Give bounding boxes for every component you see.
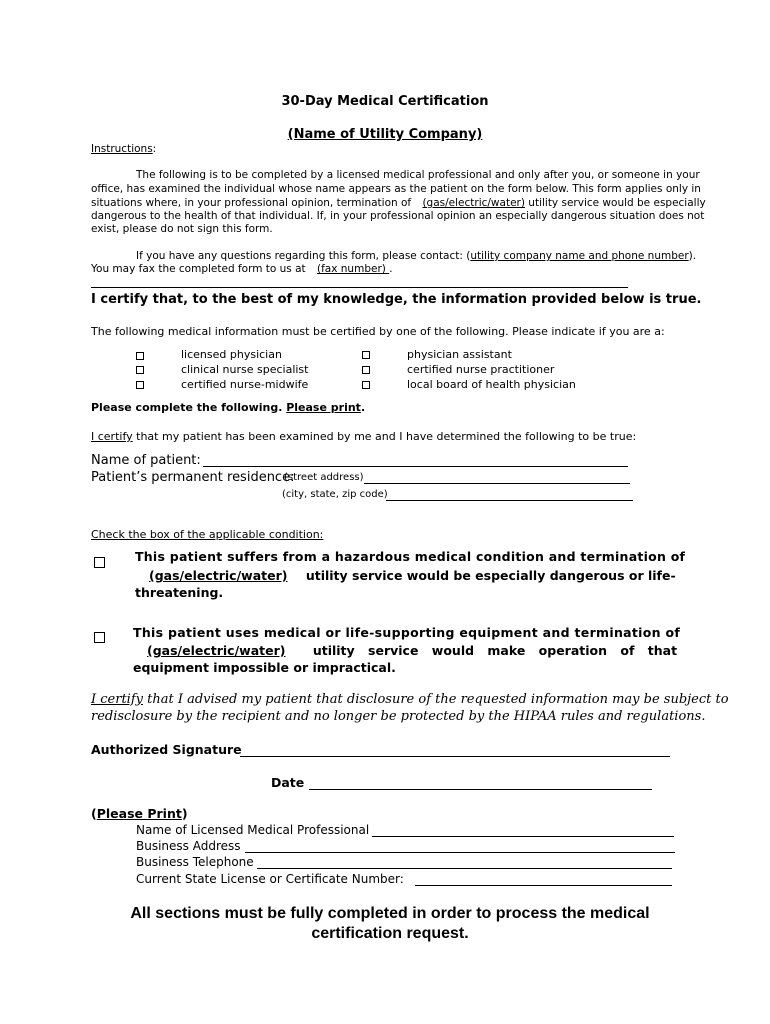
instructions-line-3a: situations where, in your professional opinion, termination of: [91, 197, 415, 209]
instructions-line-3: [91, 197, 706, 209]
role-licensed-physician[interactable]: [136, 350, 144, 363]
name-of-patient-label: Name of patient:: [91, 453, 201, 468]
condition-1-line-2b: utility service would be especially dangerous or life-: [301, 568, 676, 583]
street-address-hint: (street address): [284, 472, 364, 483]
instructions-heading: [91, 143, 156, 155]
hipaa-certify-label: I certify: [91, 692, 143, 707]
checkbox[interactable]: [136, 352, 144, 360]
contact-line-1: [136, 250, 696, 262]
condition-2-line-3: equipment impossible or impractical.: [133, 660, 396, 675]
contact-line-1c: ).: [688, 250, 697, 262]
condition-2-utility-blank: (gas/electric/water): [147, 643, 286, 658]
business-address-field[interactable]: [245, 852, 675, 853]
instructions-line-4: dangerous to the health of that individual. If, in your professional opinion an especially dangerous situation does not: [91, 210, 705, 222]
role-label-licensed-physician: licensed physician: [181, 348, 282, 361]
contact-line-2: [91, 263, 393, 275]
authorized-signature-label: Authorized Signature: [91, 742, 242, 757]
condition-1-line-1: This patient suffers from a hazardous medical condition and termination of: [135, 549, 686, 564]
checkbox[interactable]: [362, 366, 370, 374]
permanent-residence-label: Patient’s permanent residence:: [91, 470, 295, 485]
role-label-physician-assistant: physician assistant: [407, 348, 512, 361]
footer-line-2: certification request.: [311, 925, 469, 942]
role-label-certified-nurse-practitioner: certified nurse practitioner: [407, 363, 555, 376]
license-number-field[interactable]: [415, 885, 672, 886]
hipaa-line-1: [91, 692, 729, 707]
license-number-label: Current State License or Certificate Number:: [136, 872, 404, 886]
instructions-line-5: exist, please do not sign this form.: [91, 223, 273, 235]
certify-statement: I certify that, to the best of my knowledge, the information provided below is true.: [91, 292, 702, 307]
date-label: Date: [271, 775, 305, 790]
checkbox[interactable]: [94, 632, 105, 643]
checkbox[interactable]: [362, 381, 370, 389]
please-complete-label: Please complete the following.: [91, 401, 287, 414]
certify-examined-text: [91, 430, 636, 443]
role-label-local-board-physician: local board of health physician: [407, 378, 576, 391]
document-title: 30-Day Medical Certification: [281, 94, 489, 109]
instructions-colon: :: [152, 143, 157, 155]
business-telephone-field[interactable]: [257, 868, 672, 869]
footer-line-1: All sections must be fully completed in order to process the medical: [130, 905, 650, 922]
instructions-line-2: office, has examined the individual whose name appears as the patient on the form below. This form applies only in: [91, 183, 701, 195]
role-label-certified-nurse-midwife: certified nurse-midwife: [181, 378, 309, 391]
role-label-clinical-nurse-specialist: clinical nurse specialist: [181, 363, 309, 376]
role-physician-assistant[interactable]: [362, 350, 370, 362]
contact-line-2a: You may fax the completed form to us at: [91, 263, 309, 275]
authorized-signature-field[interactable]: [240, 756, 670, 757]
name-professional-field[interactable]: [372, 836, 674, 837]
check-box-heading: Check the box of the applicable condition:: [91, 528, 324, 541]
contact-line-1a: If you have any questions regarding this form, please contact: (: [136, 250, 471, 262]
condition-2-line-2: [133, 643, 677, 658]
utility-type-blank: (gas/electric/water): [422, 197, 525, 209]
period: .: [360, 401, 366, 414]
date-field[interactable]: [309, 789, 652, 790]
hipaa-line-1-rest: that I advised my patient that disclosure of the requested information may be subject to: [143, 692, 729, 707]
medical-info-text: The following medical information must be certified by one of the following. Please indicate if you are a:: [91, 325, 665, 338]
checkbox[interactable]: [136, 381, 144, 389]
checkbox[interactable]: [362, 351, 370, 359]
business-address-label: Business Address: [136, 839, 241, 853]
name-professional-label: Name of Licensed Medical Professional: [136, 823, 370, 837]
condition-1-line-3: threatening.: [135, 585, 224, 600]
instructions-line-1: The following is to be completed by a licensed medical professional and only after you, or someone in your: [136, 169, 700, 181]
checkbox[interactable]: [136, 366, 144, 374]
condition-1-line-2: [135, 568, 676, 583]
checkbox[interactable]: [94, 557, 105, 568]
certify-examined-label: I certify: [91, 430, 133, 443]
street-address-field[interactable]: [364, 483, 630, 484]
utility-contact-blank: utility company name and phone number: [470, 250, 689, 262]
please-print-heading-text: Please Print: [96, 806, 182, 821]
separator-line: [91, 287, 628, 288]
city-state-zip-hint: (city, state, zip code): [282, 489, 388, 500]
role-local-board-physician[interactable]: [362, 380, 370, 392]
contact-line-2c: .: [389, 263, 393, 275]
business-telephone-label: Business Telephone: [136, 855, 254, 869]
role-certified-nurse-midwife[interactable]: [136, 380, 144, 392]
city-state-zip-field[interactable]: [386, 500, 633, 501]
certify-examined-rest: that my patient has been examined by me and I have determined the following to be true:: [132, 430, 637, 443]
instructions-line-3c: utility service would be especially: [524, 197, 706, 209]
please-complete-text: [91, 401, 365, 414]
instructions-label: Instructions: [91, 143, 153, 155]
role-certified-nurse-practitioner[interactable]: [362, 365, 370, 377]
condition-2-checkbox[interactable]: [94, 628, 105, 647]
paren-open: (: [91, 806, 97, 821]
fax-number-blank: (fax number): [317, 263, 390, 275]
please-print-heading: [91, 806, 188, 821]
paren-close: ): [181, 806, 188, 821]
hipaa-line-2: redisclosure by the recipient and no longer be protected by the HIPAA rules and regulations.: [91, 709, 706, 724]
name-of-patient-field[interactable]: [203, 466, 628, 467]
condition-2-line-1: This patient uses medical or life-supporting equipment and termination of: [133, 625, 681, 640]
condition-1-utility-blank: (gas/electric/water): [149, 568, 288, 583]
utility-company-name: (Name of Utility Company): [287, 127, 483, 142]
role-clinical-nurse-specialist[interactable]: [136, 365, 144, 377]
condition-2-line-2b: utility service would make operation of that: [299, 643, 678, 658]
condition-1-checkbox[interactable]: [94, 553, 105, 572]
please-print-label: Please print: [286, 401, 361, 414]
